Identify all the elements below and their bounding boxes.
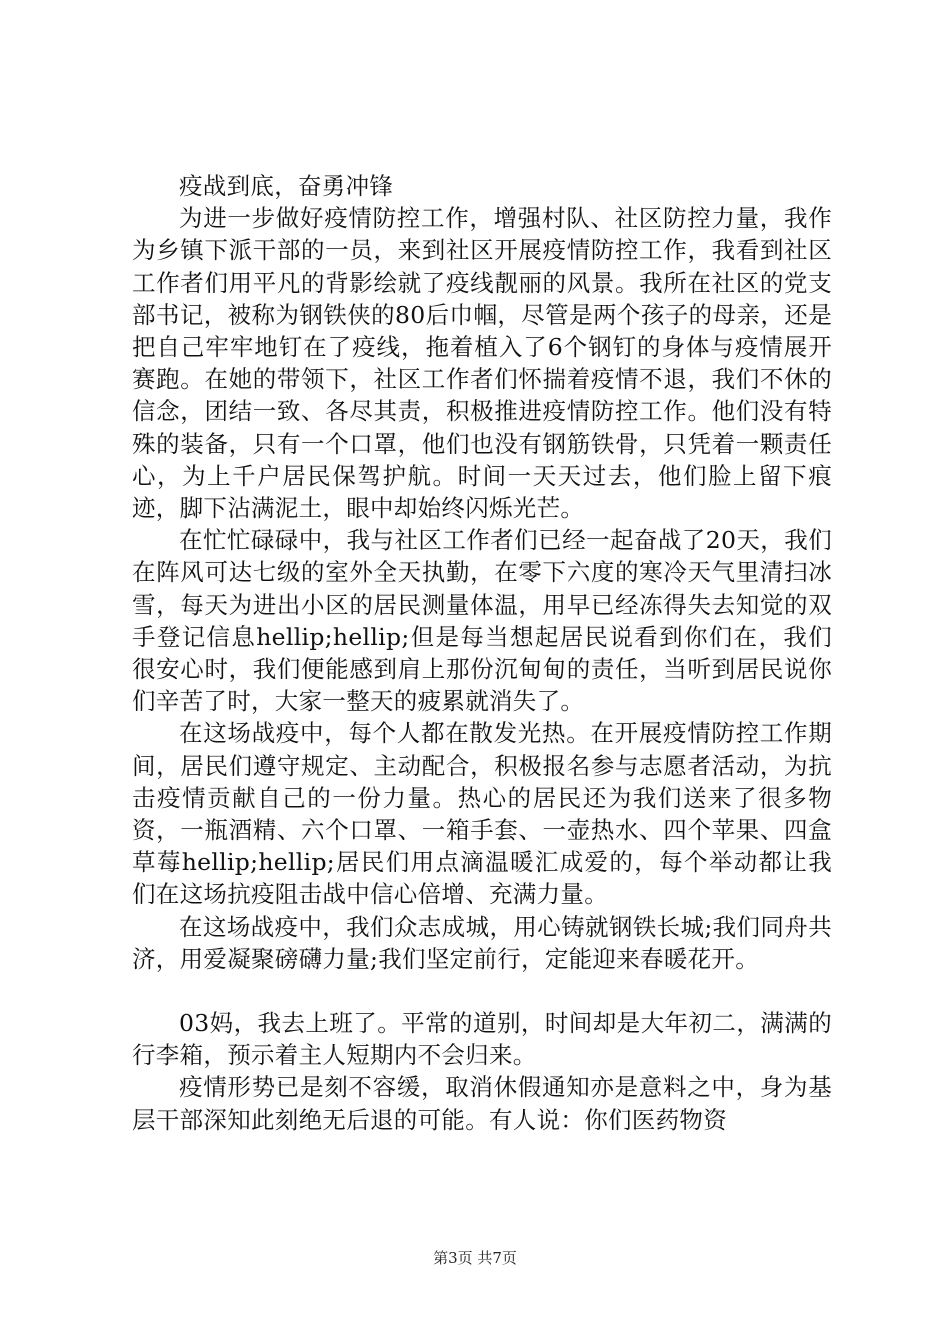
paragraph-6: 疫情形势已是刻不容缓，取消休假通知亦是意料之中，身为基层干部深知此刻绝无后退的可能。有人说：你们医药物资 [132, 1073, 832, 1134]
paragraph-1: 为进一步做好疫情防控工作，增强村队、社区防控力量，我作为乡镇下派干部的一员，来到社区开展疫情防控工作，我看到社区工作者们用平凡的背影绘就了疫线靓丽的风景。我所在社区的党支部书记，被称为钢铁侠的80后巾帼，尽管是两个孩子的母亲，还是把自己牢牢地钉在了疫线，拖着植入了6个钢钉的身体与疫情展开赛跑。在她的带领下，社区工作者们怀揣着疫情不退，我们不休的信念，团结一致、各尽其责，积极推进疫情防控工作。他们没有特殊的装备，只有一个口罩，他们也没有钢筋铁骨，只凭着一颗责任心，为上千户居民保驾护航。时间一天天过去，他们脸上留下痕迹，脚下沾满泥土，眼中却始终闪烁光芒。 [132, 204, 832, 523]
section-title: 疫战到底，奋勇冲锋 [179, 172, 394, 200]
document-body [132, 170, 832, 1136]
page-number-footer: 第3页 共7页 [433, 1249, 517, 1267]
paragraph-3: 在这场战疫中，每个人都在散发光热。在开展疫情防控工作期间，居民们遵守规定、主动配合，积极报名参与志愿者活动，为抗击疫情贡献自己的一份力量。热心的居民还为我们送来了很多物资，一瓶酒精、六个口罩、一箱手套、一壶热水、四个苹果、四盒草莓hellip;hellip;居民们用点滴温暖汇成爱的，每个举动都让我们在这场抗疫阻击战中信心倍增、充满力量。 [132, 719, 832, 909]
paragraph-4: 在这场战疫中，我们众志成城，用心铸就钢铁长城;我们同舟共济，用爱凝聚磅礴力量;我们坚定前行，定能迎来春暖花开。 [132, 912, 832, 973]
paragraph-2: 在忙忙碌碌中，我与社区工作者们已经一起奋战了20天，我们在阵风可达七级的室外全天执勤，在零下六度的寒冷天气里清扫冰雪，每天为进出小区的居民测量体温，用早已经冻得失去知觉的双手登记信息hellip;hellip;但是每当想起居民说看到你们在，我们很安心时，我们便能感到肩上那份沉甸甸的责任，当听到居民说你们辛苦了时，大家一整天的疲累就消失了。 [132, 526, 832, 716]
paragraph-5: 03妈，我去上班了。平常的道别，时间却是大年初二，满满的行李箱，预示着主人短期内不会归来。 [132, 1009, 832, 1070]
